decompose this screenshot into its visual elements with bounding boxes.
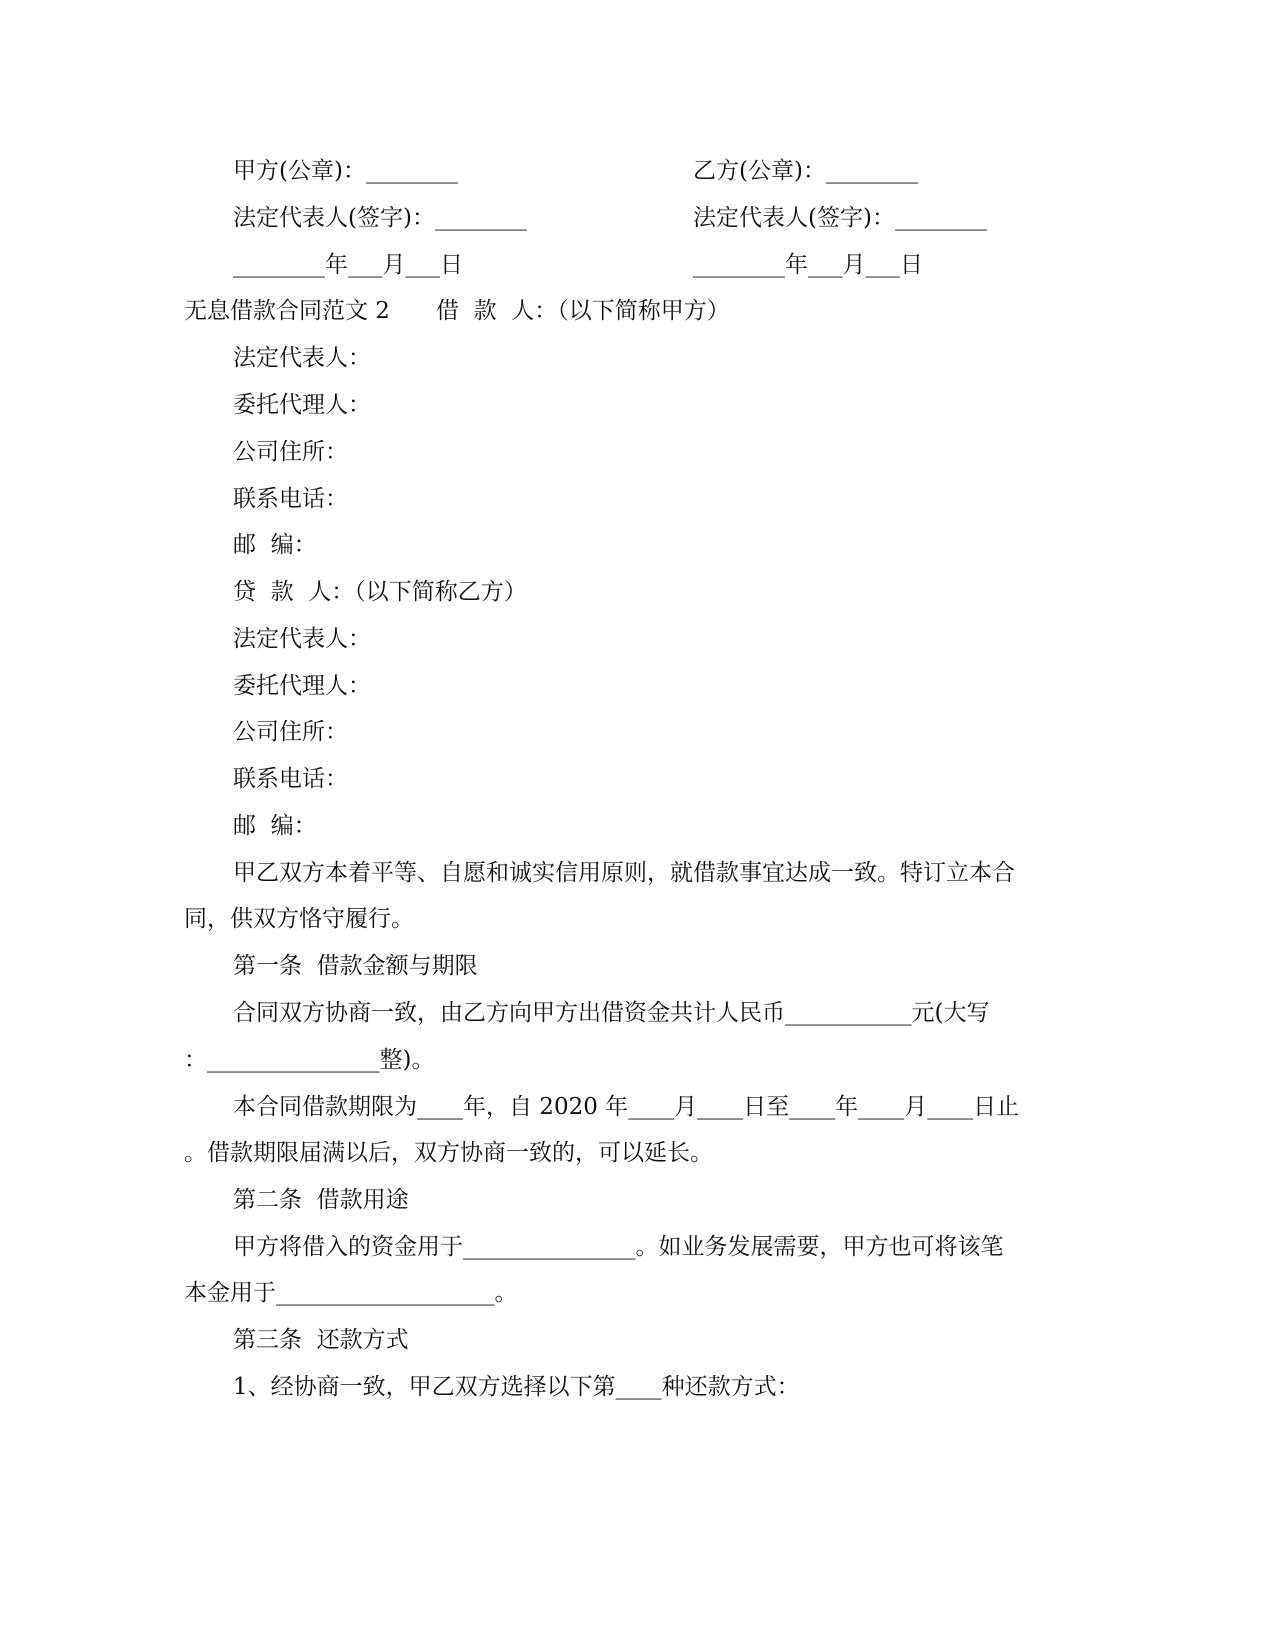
borrower-agent: 委托代理人： <box>233 392 371 418</box>
lender-title: 贷 款 人：（以下简称乙方） <box>233 579 527 605</box>
lender-postcode: 邮 编： <box>233 813 317 839</box>
article-1-amount-line-2: ：_______________整)。 <box>184 1047 435 1073</box>
borrower-postcode: 邮 编： <box>233 532 317 558</box>
article-2-line-2: 本金用于___________________。 <box>184 1280 518 1306</box>
party-b-seal: 乙方(公章)：________ <box>693 158 918 184</box>
intro-line-2: 同，供双方恪守履行。 <box>184 906 414 932</box>
article-1-amount-line-1: 合同双方协商一致，由乙方向甲方出借资金共计人民币___________元(大写 <box>233 1000 990 1026</box>
borrower-legal-rep: 法定代表人： <box>233 345 371 371</box>
borrower-address: 公司住所： <box>233 439 348 465</box>
lender-legal-rep: 法定代表人： <box>233 626 371 652</box>
article-2-line-1: 甲方将借入的资金用于_______________。如业务发展需要，甲方也可将该笔 <box>233 1234 1004 1260</box>
lender-phone: 联系电话： <box>233 766 348 792</box>
article-1-term-line-2: 。借款期限届满以后，双方协商一致的，可以延长。 <box>184 1140 713 1166</box>
borrower-phone: 联系电话： <box>233 486 348 512</box>
document-heading: 无息借款合同范文 2 借 款 人：（以下简称甲方） <box>184 298 730 324</box>
article-3-item-1: 1、经协商一致，甲乙双方选择以下第____种还款方式： <box>233 1374 800 1400</box>
article-3-title: 第三条 还款方式 <box>233 1327 409 1353</box>
lender-agent: 委托代理人： <box>233 673 371 699</box>
article-1-term-line-1: 本合同借款期限为____年，自 2020 年____月____日至____年____月____日止 <box>233 1094 1020 1120</box>
party-a-rep-signature: 法定代表人(签字)：________ <box>233 205 527 231</box>
party-a-date: ________年___月___日 <box>233 252 463 278</box>
party-a-seal: 甲方(公章)：________ <box>233 158 458 184</box>
article-1-title: 第一条 借款金额与期限 <box>233 953 478 979</box>
intro-line-1: 甲乙双方本着平等、自愿和诚实信用原则，就借款事宜达成一致。特订立本合 <box>233 860 1015 886</box>
article-2-title: 第二条 借款用途 <box>233 1187 409 1213</box>
party-b-date: ________年___月___日 <box>693 252 923 278</box>
lender-address: 公司住所： <box>233 719 348 745</box>
party-b-rep-signature: 法定代表人(签字)：________ <box>693 205 987 231</box>
